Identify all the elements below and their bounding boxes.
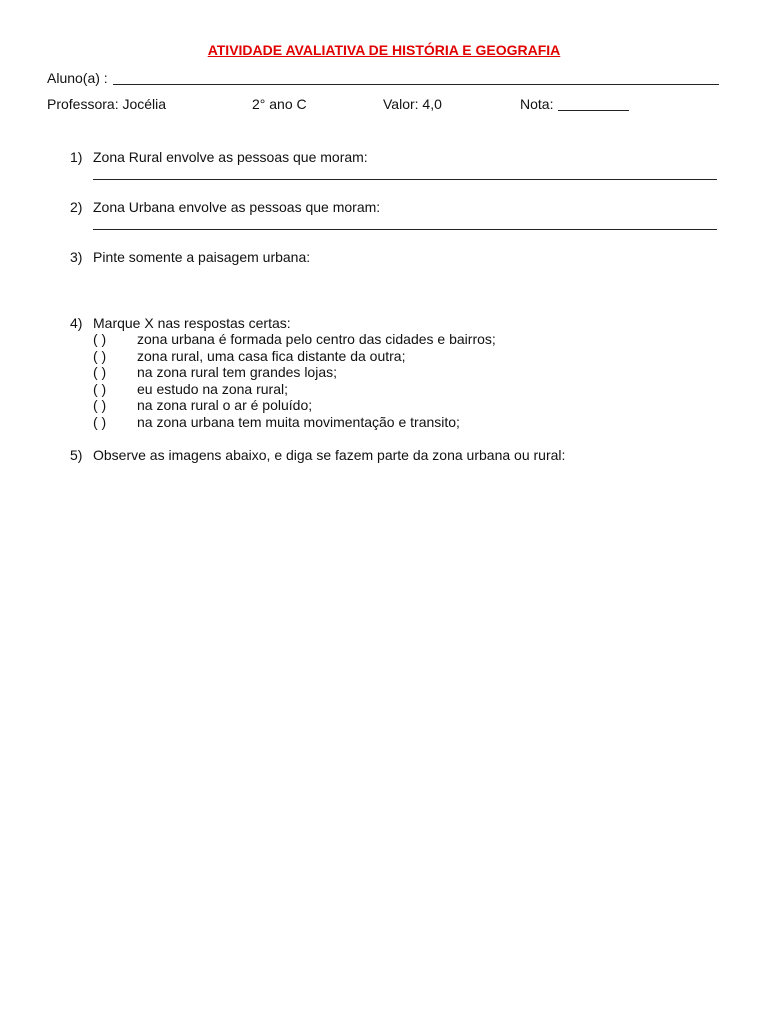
option-checkbox[interactable]: ( ) [93,364,107,380]
question-number: 2) [70,199,83,215]
value-label: Valor: 4,0 [383,96,442,112]
question-text: Observe as imagens abaixo, e diga se fazem parte da zona urbana ou rural: [93,447,566,463]
option-text: na zona rural o ar é poluído; [137,397,313,413]
option-text: zona urbana é formada pelo centro das cidades e bairros; [137,331,496,347]
option-checkbox[interactable]: ( ) [93,397,107,413]
question-number: 5) [70,447,83,463]
answer-line[interactable] [93,179,717,180]
option-text: zona rural, uma casa fica distante da outra; [137,348,406,364]
checkbox-option[interactable] [93,331,693,348]
student-label: Aluno(a) : [47,70,108,86]
question-number: 1) [70,149,83,165]
page-title: ATIVIDADE AVALIATIVA DE HISTÓRIA E GEOGRAFIA [207,42,561,58]
option-text: na zona rural tem grandes lojas; [137,364,337,380]
answer-line[interactable] [93,229,717,230]
teacher-label: Professora: Jocélia [47,96,167,112]
question-text: Zona Rural envolve as pessoas que moram: [93,149,368,165]
question-text: Marque X nas respostas certas: [93,315,291,331]
option-checkbox[interactable]: ( ) [93,331,107,347]
question-number: 4) [70,315,83,331]
option-checkbox[interactable]: ( ) [93,381,107,397]
option-checkbox[interactable]: ( ) [93,414,107,430]
checkbox-option[interactable] [93,397,693,414]
question-text: Pinte somente a paisagem urbana: [93,249,311,265]
option-text: na zona urbana tem muita movimentação e transito; [137,414,460,430]
option-checkbox[interactable]: ( ) [93,348,107,364]
question-text: Zona Urbana envolve as pessoas que moram: [93,199,381,215]
grade-label: 2° ano C [252,96,307,112]
score-field[interactable] [558,110,629,111]
checkbox-option[interactable] [93,348,693,365]
student-name-field[interactable] [113,84,719,85]
option-text: eu estudo na zona rural; [137,381,288,397]
checkbox-option[interactable] [93,414,693,431]
score-label: Nota: [520,96,554,112]
checkbox-option[interactable] [93,381,693,398]
checkbox-option[interactable] [93,364,693,381]
question-number: 3) [70,249,83,265]
